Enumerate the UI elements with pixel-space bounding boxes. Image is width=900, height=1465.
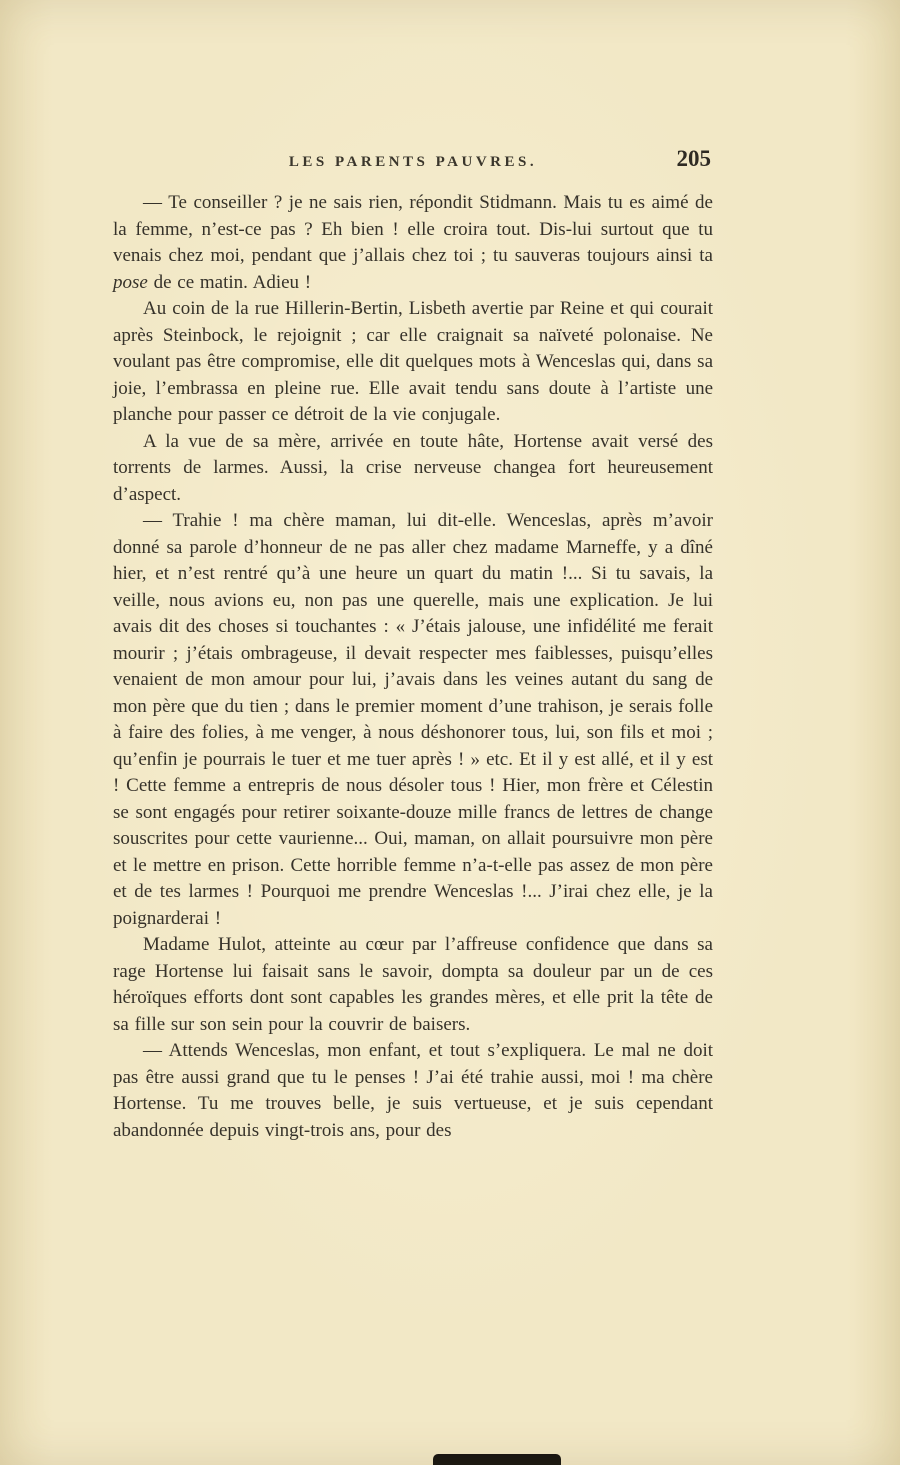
text-block — [113, 148, 713, 1144]
scan-artifact — [433, 1454, 561, 1465]
running-head-title: LES PARENTS PAUVRES. — [288, 154, 538, 170]
running-head — [113, 148, 713, 190]
paragraph: A la vue de sa mère, arrivée en toute hâte, Hortense avait versé des torrents de larmes. Aussi, la crise nerveuse changea fort heureusement d’aspect. — [113, 430, 713, 505]
body-text — [113, 190, 713, 1144]
paragraph: — Attends Wenceslas, mon enfant, et tout s’expliquera. Le mal ne doit pas être aussi grand que tu le penses ! J’ai été trahie aussi, moi ! ma chère Hortense. Tu me trouves belle, je suis vertueuse, et je suis cependant abandonnée depuis vingt-trois ans, pour des — [113, 1040, 713, 1141]
page-number: 205 — [676, 146, 711, 171]
paragraph: Au coin de la rue Hillerin-Bertin, Lisbeth avertie par Reine et qui courait après Steinbock, le rejoignit ; car elle craignait sa naïveté polonaise. Ne voulant pas être compromise, elle dit quelques mots à Wenceslas qui, dans sa joie, l’embrassa en pleine rue. Elle avait tendu sans doute à l’artiste une planche pour passer ce détroit de la vie conjugale. — [113, 298, 713, 425]
paragraph: — Trahie ! ma chère maman, lui dit-elle. Wenceslas, après m’avoir donné sa parole d’honneur de ne pas aller chez madame Marneffe, y a dîné hier, et n’est rentré qu’à une heure un quart du matin !... Si tu savais, la veille, nous avions eu, non pas une querelle, mais une explication. Je lui avais dit des choses si touchantes : « J’étais jalouse, une infidélité me ferait mourir ; j’étais ombrageuse, il devait respecter mes faiblesses, puisqu’elles venaient de mon amour pour lui, j’avais dans les veines autant du sang de mon père que du tien ; dans le premier moment d’une trahison, je serais folle à faire des folies, à me venger, à nous déshonorer tous, lui, son fils et moi ; qu’enfin je pourrais le tuer et me tuer après ! » etc. Et il y est allé, et il y est ! Cette femme a entrepris de nous désoler tous ! Hier, mon frère et Célestin se sont engagés pour retirer soixante-douze mille francs de lettres de change souscrites pour cette vaurienne... Oui, maman, on allait poursuivre mon père et le mettre en prison. Cette horrible femme n’a-t-elle pas assez de mon père et de tes larmes ! Pourquoi me prendre Wenceslas !... J’irai chez elle, je la poignarderai ! — [113, 510, 713, 929]
paragraph — [113, 190, 713, 296]
paragraph-text: de ce matin. Adieu ! — [147, 271, 312, 293]
paragraph-italic-word: pose — [113, 271, 148, 293]
paragraph-text: — Te conseiller ? je ne sais rien, répondit Stidmann. Mais tu es aimé de la femme, n’est-ce pas ? Eh bien ! elle croira tout. Dis-lui surtout que tu venais chez moi, pendant que j’allais chez toi ; tu sauveras toujours ainsi ta — [113, 192, 713, 266]
paragraph: Madame Hulot, atteinte au cœur par l’affreuse confidence que dans sa rage Hortense lui faisait sans le savoir, dompta sa douleur par un de ces héroïques efforts dont sont capables les grandes mères, et elle prit la tête de sa fille sur son sein pour la couvrir de baisers. — [113, 934, 713, 1035]
